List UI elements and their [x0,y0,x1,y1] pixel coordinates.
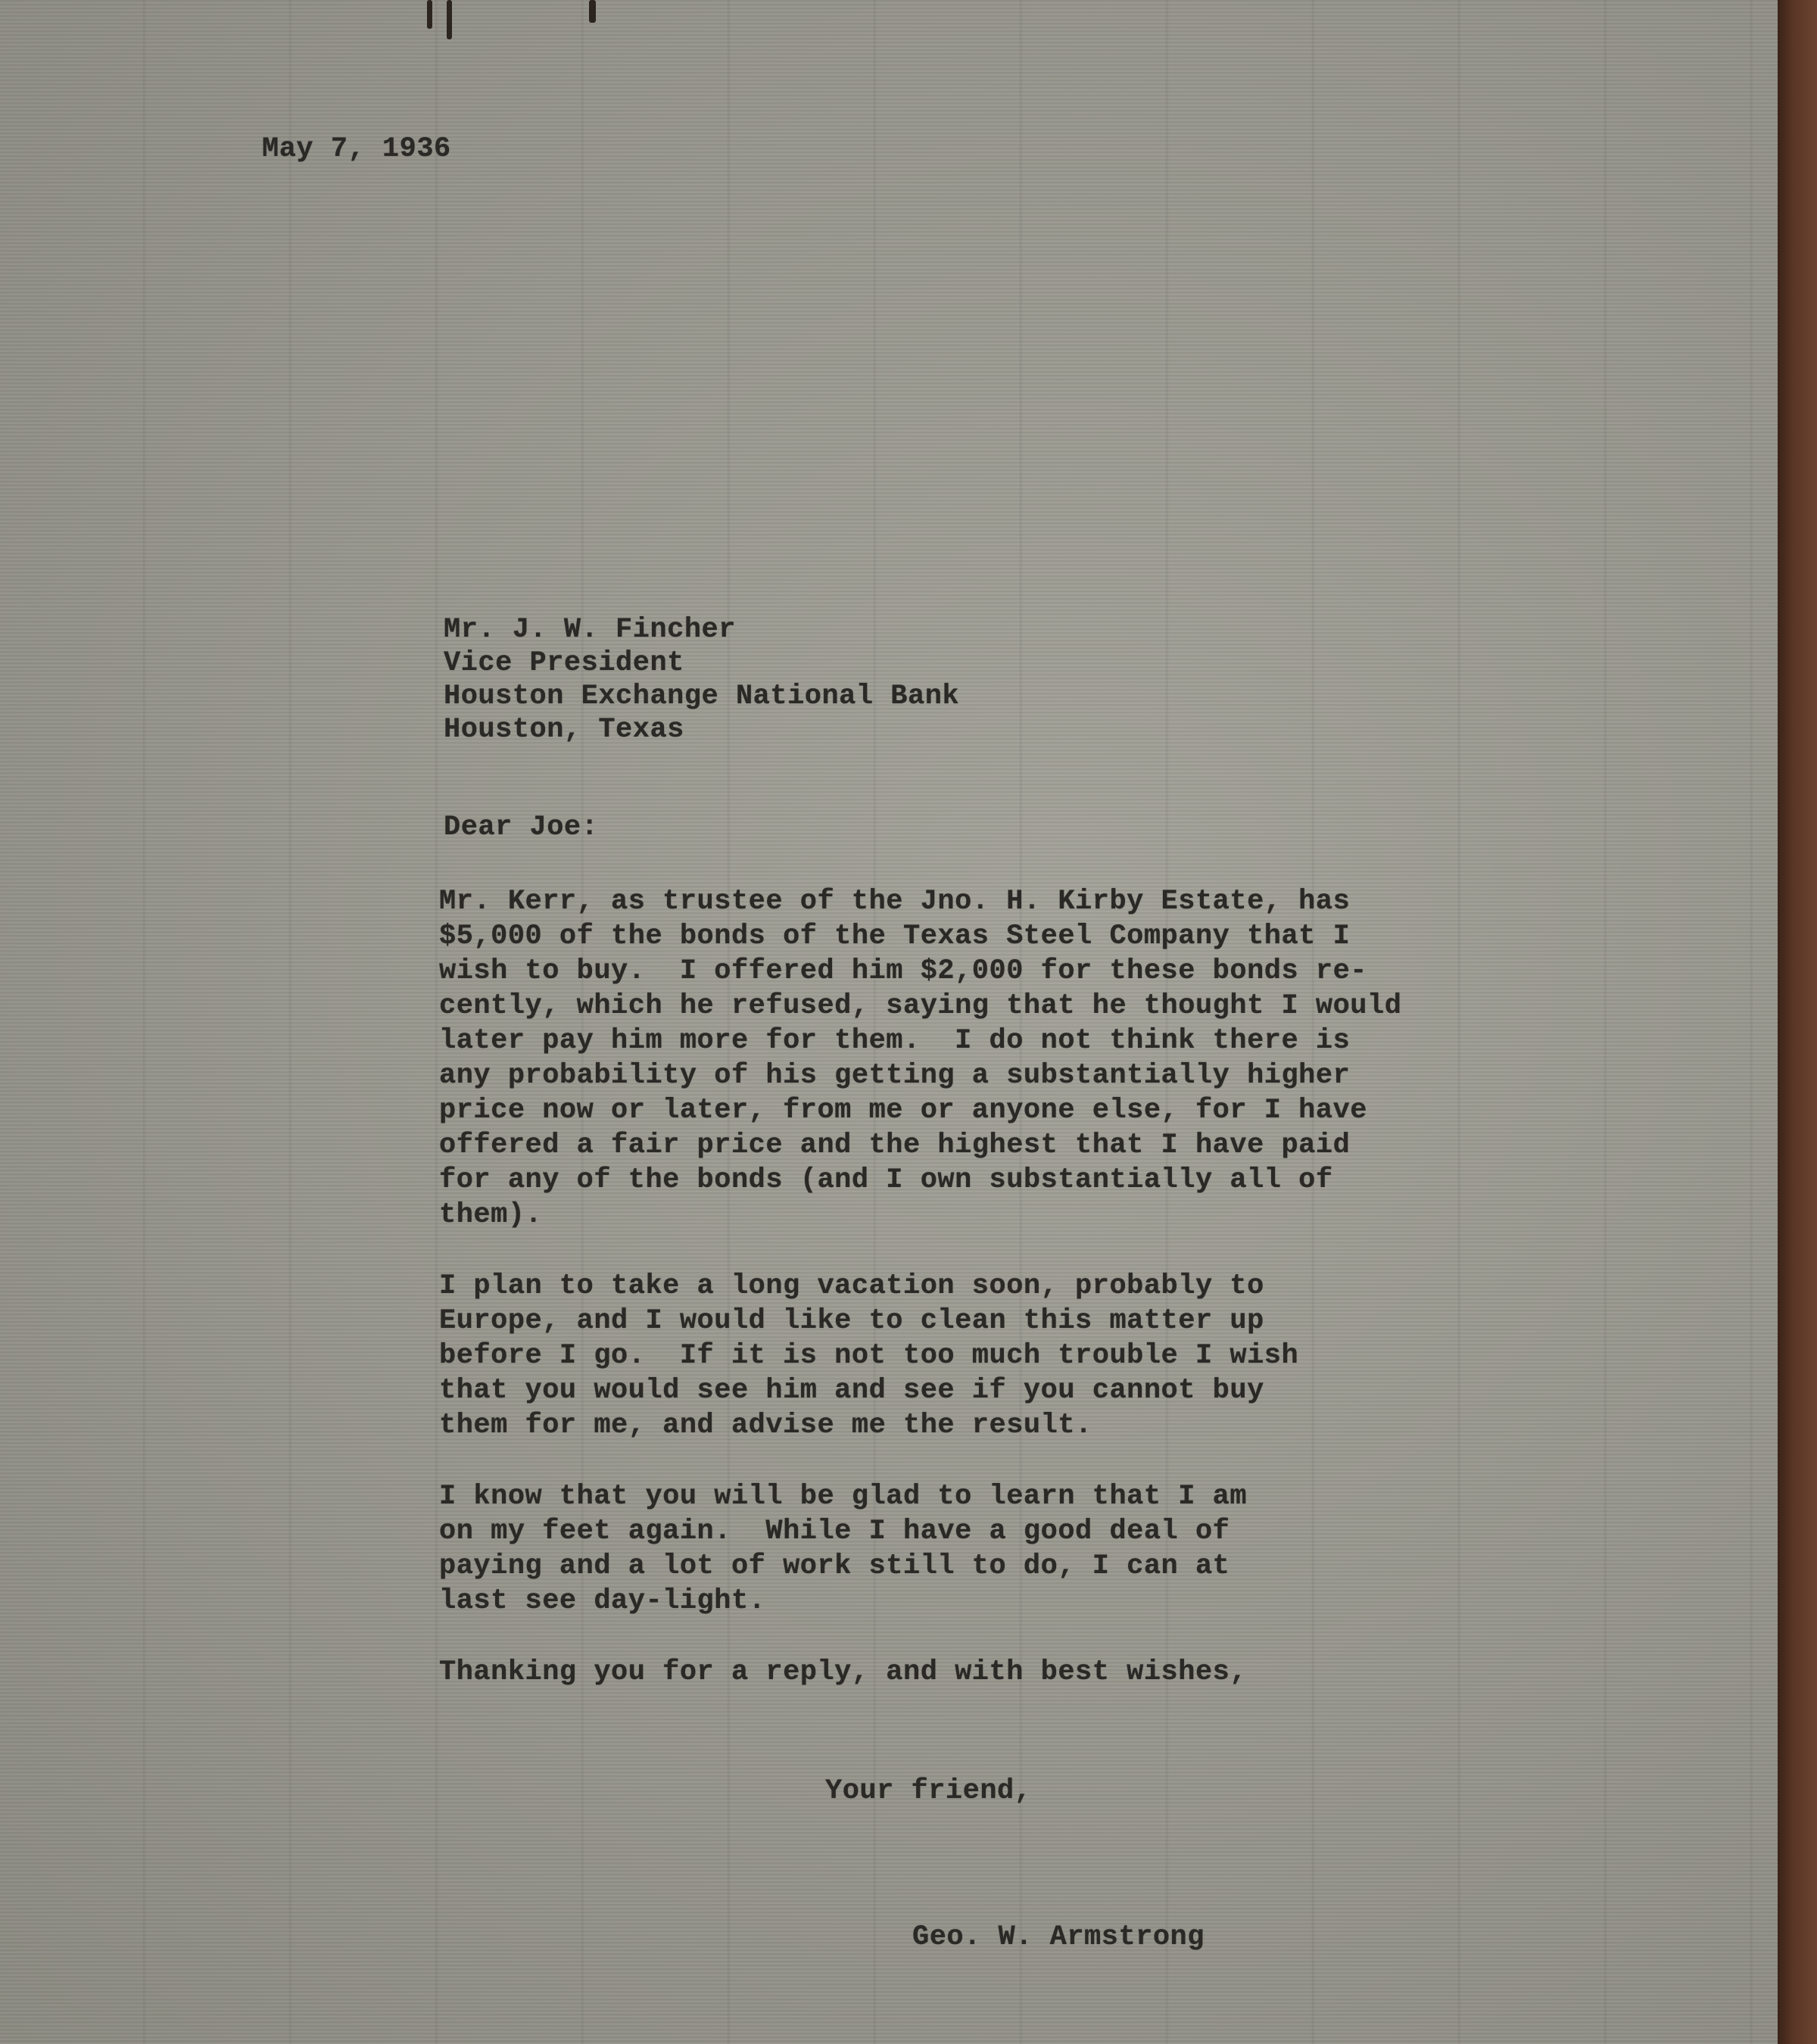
letter-date [262,133,451,165]
body-line: offered a fair price and the highest that I have paid [439,1129,1351,1161]
recipient-address [444,613,959,746]
salutation-text: Dear Joe: [444,812,599,843]
complimentary-closing [825,1775,1031,1807]
closing-text: Your friend, [825,1775,1032,1807]
body-line: wish to buy. I offered him $2,000 for these bonds re- [439,955,1367,987]
body-line: any probability of his getting a substantially higher [439,1060,1351,1092]
signature-text: Geo. W. Armstrong [912,1921,1205,1953]
paragraph-thanks [439,1655,1454,1690]
body-line: Thanking you for a reply, and with best wishes, [439,1656,1248,1688]
body-line: later pay him more for them. I do not think there is [439,1025,1351,1057]
body-line: last see day-light. [439,1585,766,1617]
body-line: them). [439,1199,543,1231]
body-line: before I go. If it is not too much trouble I wish [439,1340,1299,1372]
typed-signature [912,1921,1205,1953]
scan-background-edge [1778,0,1817,2044]
address-line-name: Mr. J. W. Fincher [444,614,736,646]
ink-marks-top [416,0,628,45]
paragraph-vacation [439,1269,1454,1443]
body-line: price now or later, from me or anyone else, for I have [439,1095,1367,1126]
letter-body [439,884,1454,1726]
body-line: on my feet again. While I have a good deal of [439,1516,1230,1547]
paragraph-bonds [439,884,1454,1232]
body-line: paying and a lot of work still to do, I can at [439,1550,1230,1582]
address-line-bank: Houston Exchange National Bank [444,681,960,712]
body-line: I know that you will be glad to learn that I am [439,1481,1248,1513]
body-line: cently, which he refused, saying that he thought I would [439,990,1402,1022]
body-line: for any of the bonds (and I own substantially all of [439,1164,1333,1196]
paragraph-health [439,1479,1454,1619]
date-text: May 7, 1936 [262,133,451,165]
body-line: Mr. Kerr, as trustee of the Jno. H. Kirby Estate, has [439,886,1351,918]
body-line: I plan to take a long vacation soon, probably to [439,1270,1264,1302]
body-line: Europe, and I would like to clean this matter up [439,1305,1264,1337]
salutation [444,812,598,843]
address-line-title: Vice President [444,647,684,679]
body-line: that you would see him and see if you cannot buy [439,1375,1264,1407]
address-line-city: Houston, Texas [444,714,684,746]
body-line: them for me, and advise me the result. [439,1410,1092,1441]
body-line: $5,000 of the bonds of the Texas Steel Company that I [439,921,1351,952]
